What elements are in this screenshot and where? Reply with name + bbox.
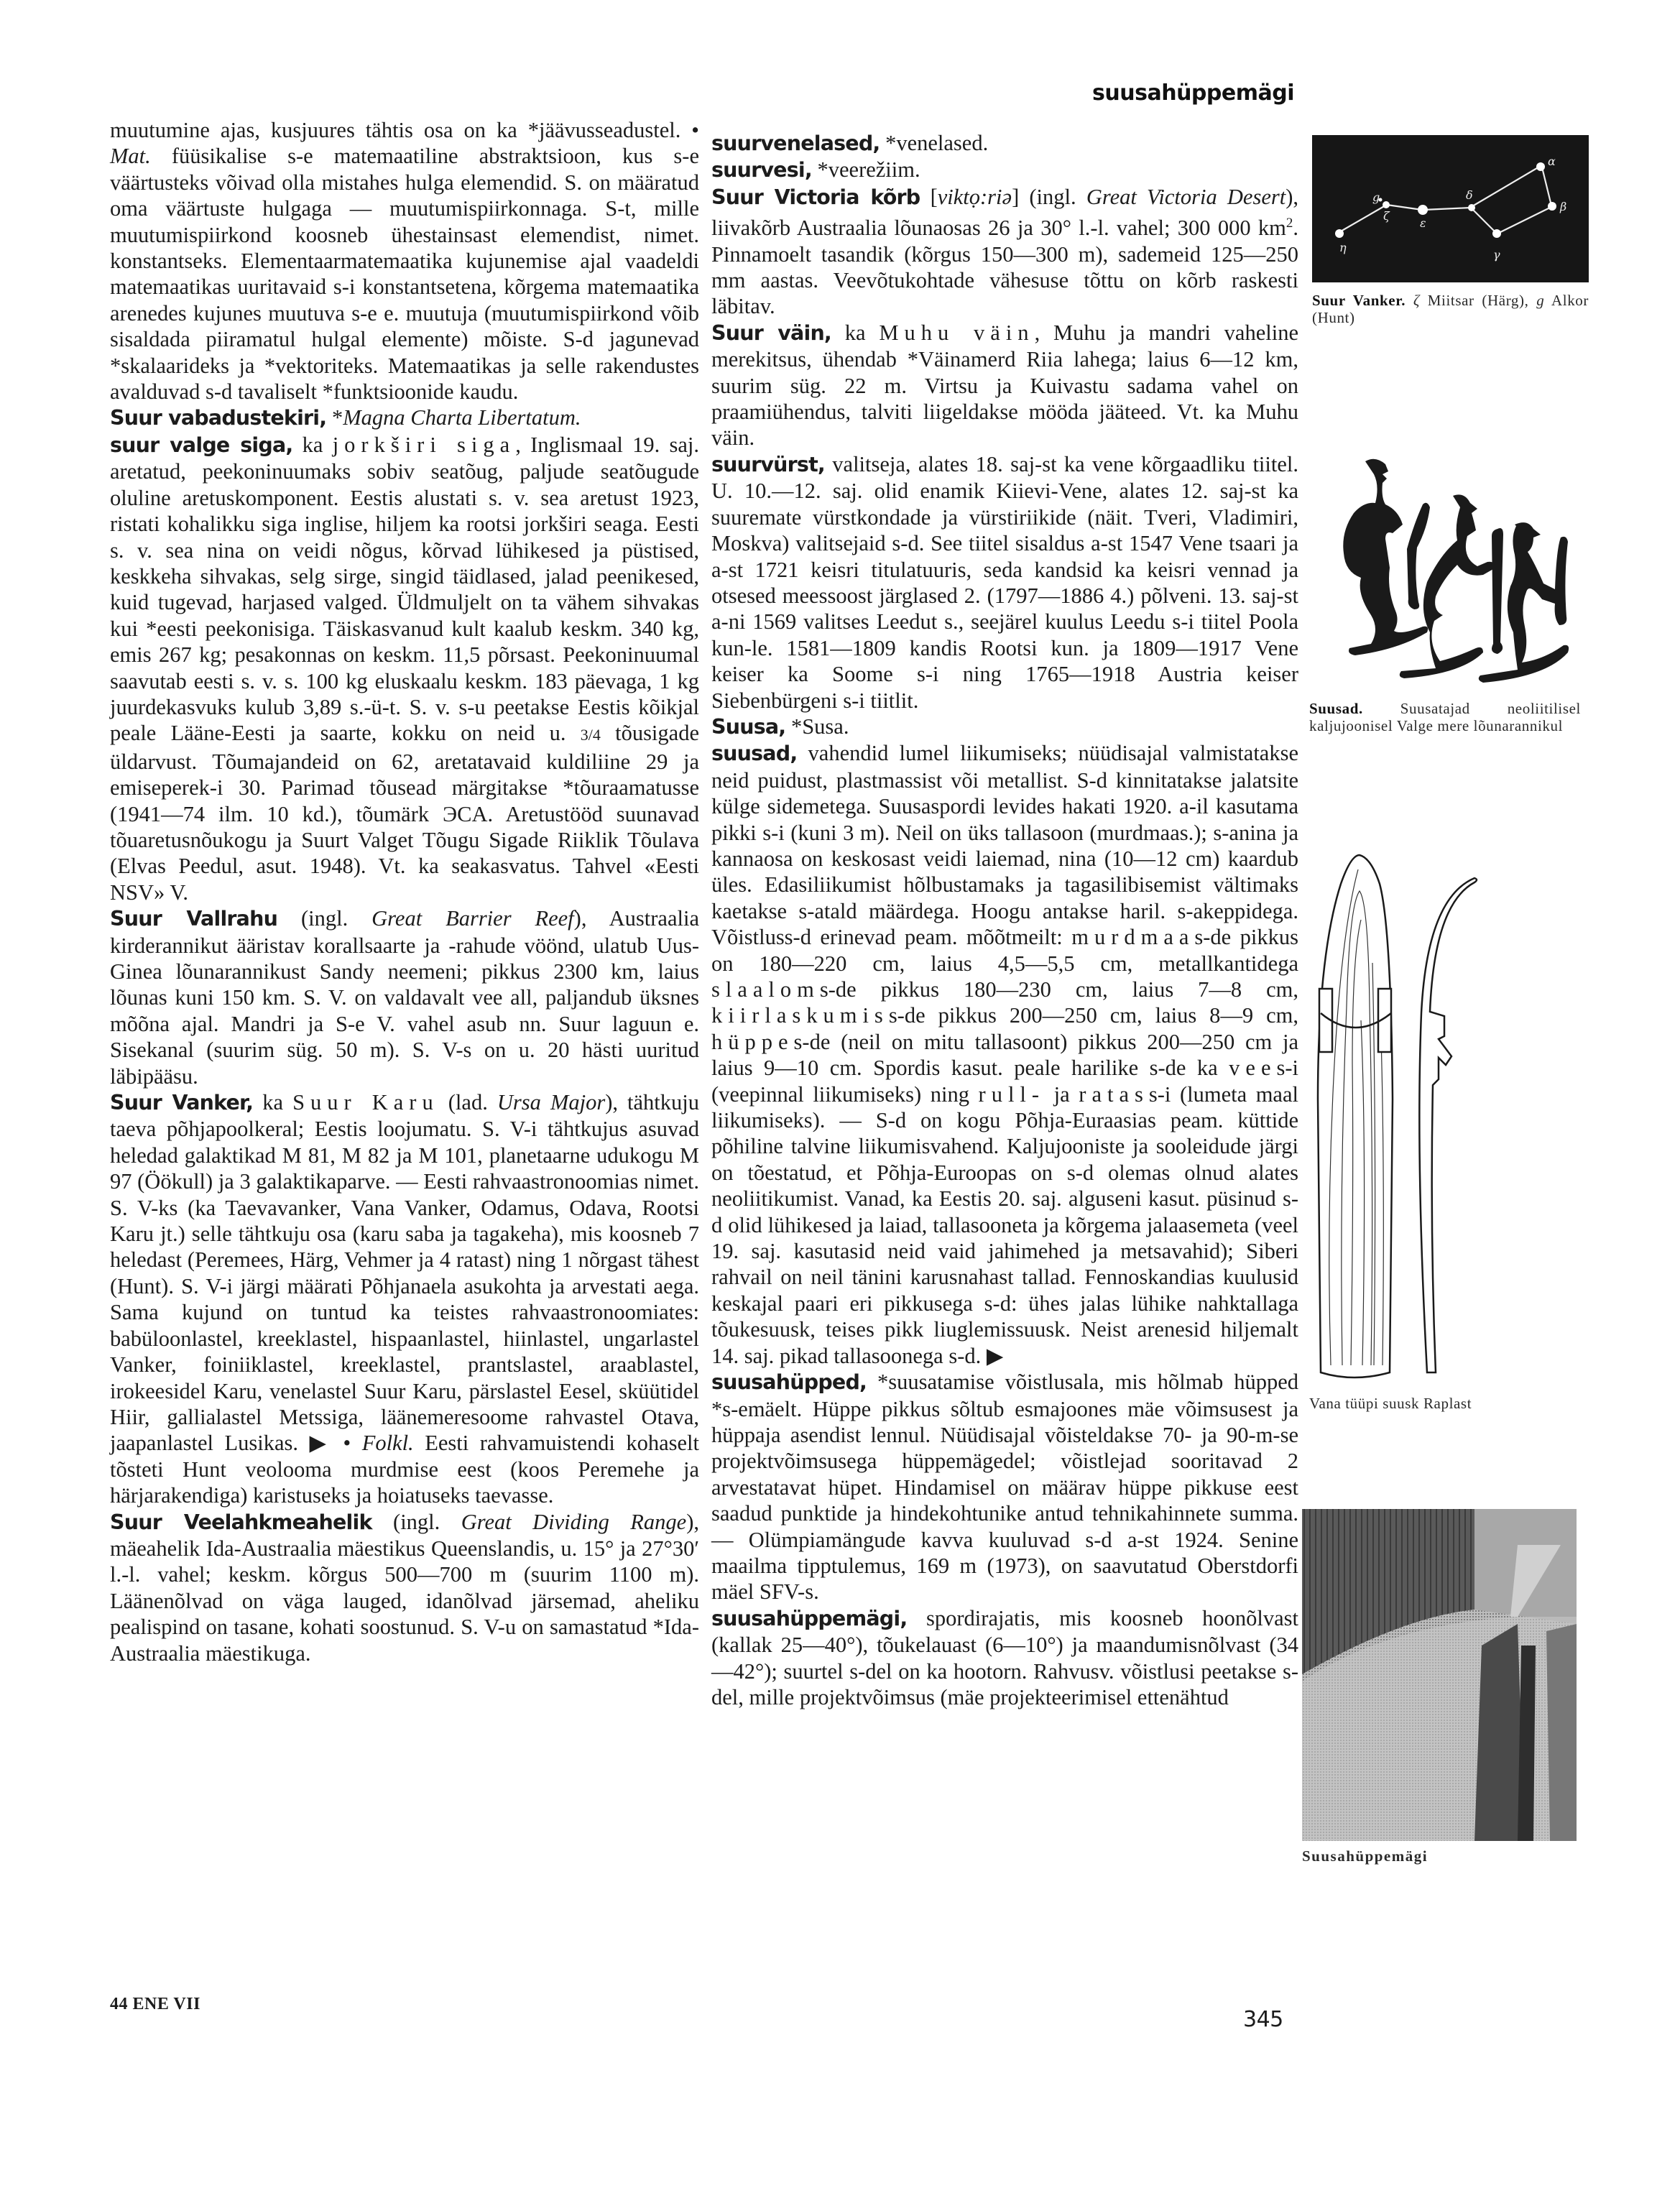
entry-suusahupped [711, 1369, 1298, 1605]
term-spaced: slaalom [711, 977, 820, 1002]
text: *Susa. [785, 714, 849, 739]
entry-suur-victoria-korb [711, 184, 1298, 320]
term-spaced: murdmaa [1071, 925, 1195, 950]
star-delta [1468, 204, 1475, 211]
text: ja [1045, 1081, 1079, 1107]
figure-skiers-petroglyph [1309, 440, 1581, 734]
caption-title: Suur Vanker. [1312, 292, 1406, 309]
synonym-spaced: Muhu väin [879, 320, 1035, 345]
arrow-right-icon: ▶ [309, 1431, 332, 1456]
headword: Suur vabadustekiri, [110, 406, 327, 430]
text: (ingl. [277, 906, 372, 931]
superscript: 2 [1286, 216, 1293, 231]
entry-suur-vabadustekiri [110, 405, 699, 431]
caption-text: Alkor (Hunt) [1312, 292, 1589, 326]
figure-caption [1312, 292, 1589, 326]
star-alpha [1536, 162, 1545, 171]
headword: Suur Vanker, [110, 1091, 254, 1115]
text: ), mäeahelik Ida-Austraalia mäestikus Queenslandis, u. 15° ja 27°30′ l.-l. vahel; keskm. kõrgus 500—700 m (suurim 1100 m). Läänenõlvad on väga lauged, idanõlvad järsemad, aheliku pealispind on tasane, kohati soostunud. S. V-u on samastatud *Ida-Austraalia mäestikuga. [110, 1509, 699, 1666]
entry-suusahuppemagi [711, 1605, 1298, 1711]
star-label: β [1560, 200, 1567, 213]
entry-suur-valge-siga [110, 432, 699, 905]
entry-suurvesi [711, 157, 1298, 183]
text: ka [831, 320, 880, 345]
entry-suusad [711, 740, 1298, 1369]
text: ka [292, 432, 333, 457]
term-spaced: ratas [1079, 1081, 1149, 1107]
text: s-de (neil on mitu tallasoont) pikkus 200—250 cm ja laius 9—10 cm. Spordis kasut. peale harilike s-de ka [711, 1029, 1298, 1081]
fraction: 3/4 [580, 726, 601, 744]
text: . Pinnamoelt tasandik (kõrgus 150—300 m), sademeid 125—250 mm aastas. Veevõtukohtade vähesuse tõttu on kõrb raskesti läbitav. [711, 216, 1298, 319]
text: ] (ingl. [1012, 184, 1086, 209]
cross-reference: Magna Charta Libertatum. [343, 405, 581, 430]
text: , Inglismaal 19. saj. aretatud, peekoninuumaks sobiv seatõug, paljude seatõugude oluline aretuskomponent. Eestis alustati s. v. sea aretust 1923, ristati kohalikku siga inglise, hiljem ka rootsi jorkširi seaga. Eesti s. v. sea nina on veidi nõgus, kõrvad lühikesed ja püstised, keskkeha sihvakas, selg sirge, singid täidlased, jalad peenikesed, kuid tugevad, harjased valged. Üldmuljelt on ta vähem sihvakas kui *eesti peekonisiga. Täiskasvanud kult kaalub keskm. 340 kg, emis 267 kg; pesakonnas on keskm. 11,5 põrsast. Peekoninuumal saavutab eesti s. v. s. 100 kg eluskaalu keskm. 183 päevaga, 1 kg juurdekasvuks kulub 3,89 s.-ü-t. S. v. s-u peetakse Eestis kõikjal peale Lääne-Eesti ja saarte, kokku on neid u. [110, 432, 699, 746]
text: valitseja, alates 18. saj-st ka vene kõrgaadliku tiitel. U. 10.—12. saj. olid enamik Kiievi-Vene, alates 12. saj-st ka suuremate vürstkondade ja vürstiriikide (näit. Tveri, Vladimiri, Moskva) valitsejaid s-d. See tiitel sisaldus a-st 1547 Vene tsaari ja a-st 1721 keisri titulatuuris, seda kandsid ka keisri vennad ja otsesed meessoost järglased 2. (1797—1886 4.) põlveni. 13. saj-st a-ni 1569 valitses Leedut s., seejärel kuulus Leedu s-i tiitel Poola kun-le. 1581—1809 kandis Rootsi kun. ja 1809—1917 Vene keiser ka Soome s-i ning 1765—1918 Austria keiser Siebenbürgeni s-i tiitlit. [711, 451, 1298, 713]
text: Eesti rahvamuistendi kohaselt tõsteti Hunt veolooma murdmise eest (koos Peremehe ja härjarakendiga) karistuseks ja hoiatuseks taevasse. [110, 1431, 699, 1508]
text: ), Austraalia kirderannikut ääristav korallsaarte ja -rahude vöönd, ulatub Uus-Ginea lõunarannikust Sandy neemeni; pikkus 2300 km, laius lõunas kuni 150 km. S. V. on valdavalt vee all, paljandub üksnes mõõna ajal. Mandri ja S-e V. vahel asub nn. Suur laguun e. Sisekanal (suurim süg. 50 m). S. V-s on u. 20 hästi uuritud läbipääsu. [110, 906, 699, 1089]
text: spordirajatis, mis koosneb hoonõlvast (kallak 25—40°), tõukelauast (6—10°) ja maandumisnõlvast (34—42°); suurtel s-del on ka hootorn. Rahvusv. võistlusi peetakse s-del, mille projektvõimsus (mäe projekteerimisel ettenähtud [711, 1605, 1298, 1709]
star-label: ζ [1383, 209, 1390, 223]
page-number: 345 [1243, 2007, 1283, 2032]
text: ), tähtkuju taeva põhjapoolkeral; Eestis loojumatu. S. V-i tähtkujus asuvad heledad galaktikad M 81, M 82 ja M 101, planetaarne udukogu M 97 (Öökull) ja 3 galaktikaparve. — Eesti rahvaastronoomias nimet. S. V-ks (ka Taevavanker, Vana Vanker, Odamus, Odava, Rootsi Karu jt.) selle tähtkuju osa (karu saba ja tagakeha), mis koosneb 7 heledast (Peremees, Härg, Vehmer ja 4 ratast) ning 1 nõrgast tähest (Hunt). S. V-i järgi määrati Põhjanaela asukohta ja arvestati aega. Sama kujund on tuntud ka teistes rahvaastronoomiates: babüloonlastel, kreeklastel, hispaanlastel, hiinlastel, ungarlastel Vanker, foiniiklastel, kreeklastel, prantslastel, araablastel, irokeesidel Karu, venelastel Suur Karu, pärslastel Eesel, sküütidel Hiir, gallialastel Metssiga, läänemeresoome rahvastel Otava, jaapanlastel Lusikas. [110, 1090, 700, 1456]
star-label: δ [1466, 188, 1473, 202]
domain-label: Folkl. [361, 1431, 414, 1456]
entry-suusa [711, 714, 1298, 740]
caption-symbol: g [1536, 292, 1545, 309]
synonym-spaced: Suur Karu [292, 1090, 439, 1115]
text: * [326, 405, 343, 430]
ski-drawing [1309, 848, 1581, 1394]
running-head: suusahüppemägi [1092, 80, 1294, 106]
term-spaced: kiirlaskumis [711, 1003, 889, 1028]
headword: Suur Vallrahu [110, 907, 278, 931]
star-label: η [1339, 241, 1347, 254]
headword: suurvenelased, [711, 131, 880, 155]
pronunciation: viktọ:riə [937, 184, 1012, 209]
foreign-name: Great Dividing Range [461, 1509, 687, 1534]
text: vahendid lumel liikumiseks; nüüdisajal valmistatakse neid puidust, plastmassist või metallist. S-d kinnitatakse jalatsite külge sidemetega. Suusaspordi levides hakati 1920. a-il kasutama pikki s-i (kuni 3 m). Neil on üks tallasoon (murdmaas.); s-anina ja kannaosa on keskosast veidi laiemad, nina (10—12 cm) kaardub üles. Edasiliikumist hõlbustamaks ja tagasilibisemist vältimaks kaetakse s-atald määrdega. Hoogu antakse haril. s-akeppidega. Võistluss-d erinevad peam. mõõtmeilt: [711, 741, 1298, 950]
ski-jump-photo [1302, 1509, 1577, 1841]
headword: suusad, [711, 742, 798, 766]
star-label: γ [1493, 248, 1500, 262]
domain-label: Mat. [110, 144, 151, 169]
headword: suurvürst, [711, 452, 825, 476]
entry-suur-veelahkmeahelik [110, 1509, 699, 1666]
text: s-de pikkus 180—230 cm, laius 7—8 cm, [819, 977, 1298, 1002]
entry-suur-vallrahu [110, 905, 699, 1089]
petroglyph-image [1309, 440, 1581, 695]
figure-caption [1309, 700, 1581, 734]
star-label: α [1548, 154, 1556, 168]
caption-text: Suusatajad neoliitilisel kaljujoonisel Valge mere lõunarannikul [1309, 700, 1581, 734]
figure-ski-jump [1302, 1509, 1577, 1865]
bullet-icon: • [331, 1431, 362, 1456]
caption-symbol: ζ [1413, 292, 1420, 309]
star-label: ε [1420, 216, 1426, 230]
star-zeta [1383, 201, 1390, 208]
constellation-diagram [1312, 135, 1589, 282]
entry-continuation [110, 117, 699, 405]
figure-ursa-major [1312, 135, 1589, 326]
text: [ [920, 184, 938, 209]
synonym-spaced: jorkširi siga [332, 432, 516, 457]
star-eta [1335, 229, 1344, 238]
foreign-name: Great Barrier Reef [371, 906, 574, 931]
headword: suurvesi, [711, 158, 812, 183]
text: füüsikalise s-e matemaatiline abstraktsioon, kus s-e väärtusteks võivad olla mistahes hulga elemendid. S. on määratud oma väärtuste hulgaga — muutumispiirkonnaga. S-t, mille muutumispiirkond koosneb ühestainsast elemendist, nimet. konstantseks. Elementaarmatemaatika kujunemise ajal vaadeldi matemaatikas uuritavaid s-i konstantsetena, kõrgema matemaatika arenedes kujunes muutuva s-e e. muutuja (muutumispiirkond võib sisaldada piiramatul hulgal elemente) mõiste. S-d jagunevad *skalaarideks ja *vektoriteks. Matemaatikas ja selle rakendustes avalduvad s-d tavaliselt *funktsioonide kaudu. [110, 144, 699, 405]
figure-old-ski [1309, 848, 1581, 1412]
entry-suurvurst [711, 451, 1298, 714]
entry-suurvenelased [711, 130, 1298, 157]
figure-caption: Vana tüüpi suusk Raplast [1309, 1395, 1472, 1412]
text: ), liivakõrb Austraalia lõunaosas 26 ja 30° l.-l. vahel; 300 000 km [711, 184, 1298, 241]
text: s-i (veepinnal liikumiseks) ning [711, 1056, 1298, 1107]
text: *veerežiim. [811, 157, 920, 183]
headword: suur valge siga, [110, 433, 293, 457]
latin-name: Ursa Major [497, 1090, 606, 1115]
text: , Muhu ja mandri vaheline merekitsus, ühendab *Väinamerd Riia lahega; laius 6—12 km, suurim süg. 22 m. Virtsu ja Kuivastu sadama vahel on praamiühendus, talviti liigeldakse mööda jääteed. Vt. ka Muhu väin. [711, 320, 1298, 451]
star-beta [1548, 202, 1556, 211]
arrow-right-icon: ▶ [986, 1343, 1004, 1368]
text: (lad. [438, 1090, 497, 1115]
text: tõusigade üldarvust. Tõumajandeid on 62, aretatavaid kuldiliine 29 ja emiseperek-i 30. Parimad tõusead märgitakse *tõuraamatusse (1941—74 ilm. 10 kd.), tõumärk ЭCA. Aretustööd suunavad tõuaretusnõukogu ja Suurt Valget Tõugu Sigade Riiklik Tõulava (Elvas Peedul, asut. 1948). Vt. ka seakasvatus. Tahvel «Eesti NSV» V. [110, 721, 699, 905]
headword: Suur Veelahkmeahelik [110, 1510, 372, 1534]
text: (ingl. [371, 1509, 461, 1534]
figure-caption: Suusahüppemägi [1302, 1847, 1429, 1865]
headword: Suur väin, [711, 320, 831, 345]
foreign-name: Great Victoria Desert [1086, 184, 1286, 209]
text: muutumine ajas, kusjuures tähtis osa on ka *jäävusseadustel. • [110, 118, 699, 142]
term-spaced: hüppe [711, 1029, 794, 1054]
text: *venelased. [880, 131, 989, 155]
text: s-de pikkus 200—250 cm, laius 8—9 cm, [888, 1003, 1298, 1028]
text: s-de pikkus on 180—220 cm, laius 4,5—5,5 cm, metallkantidega [711, 925, 1298, 976]
entry-suur-vanker [110, 1089, 699, 1509]
footer-signature: 44 ENE VII [110, 1995, 200, 2013]
star-gamma [1492, 229, 1501, 238]
column-1 [110, 117, 699, 1666]
headword: Suur Victoria kõrb [711, 185, 920, 209]
column-2 [711, 130, 1298, 1710]
term-spaced: rull- [978, 1081, 1046, 1107]
star-epsilon [1418, 205, 1428, 215]
text: s-i (lumeta maal liikumiseks). — S-d on kogu Põhja-Euraasias peam. küttide põhiline talvine liikumisvahend. Kaljujooniste ja sooleidude järgi on tõestatud, et Põhja-Euroopas on s-d olemas olnud alates neoliitikumist. Vanad, ka Eestis 20. saj. alguseni kasut. püsinud s-d olid lühikesed ja laiad, tallasooneta ja kõrgema jalaasemeta (veel 19. saj. kasutasid neid vaid jahimehed ja metsavahid); Siberi rahvail on neil tänini karusnahast tallad. Fennoskandias kuulusid keskajal paari eri pikkusega s-d: ühes jalas lühike nahktallaga tõukesuusk, teises pikk liuglemissuusk. Neist arenesid hiljemalt 14. saj. pikad tallasoonega s-d. [711, 1081, 1298, 1368]
text: ka [253, 1090, 293, 1115]
headword: suusahüppemägi, [711, 1606, 908, 1630]
term-spaced: vee [1229, 1056, 1277, 1081]
headword: Suusa, [711, 714, 786, 739]
caption-title: Suusad. [1309, 700, 1363, 717]
headword: suusahüpped, [711, 1370, 867, 1395]
entry-suur-vain [711, 320, 1298, 451]
text: *suusatamise võistlusala, mis hõlmab hüpped *s-emäelt. Hüppe pikkus sõltub esmajoones mäe võimsusest ja hüppaja asendist lennul. Nüüdisajal võisteldakse 70- ja 90-m-se projektvõimsusega hüppemägedel; võistlejad sooritavad 2 arvestatavat hüpet. Hindamisel on määrav hüppe pikkuse eest saadud punktide ja hindekohtunike antud tehnikahinnete summa. — Olümpiamängude kavva kuuluvad s-d a-st 1924. Senine maailma tipptulemus, 169 m (1973), on saavutatud Oberstdorfi mäel SFV-s. [711, 1370, 1298, 1605]
caption-text: Miitsar (Härg), [1419, 292, 1537, 309]
star-label: g [1372, 190, 1380, 204]
